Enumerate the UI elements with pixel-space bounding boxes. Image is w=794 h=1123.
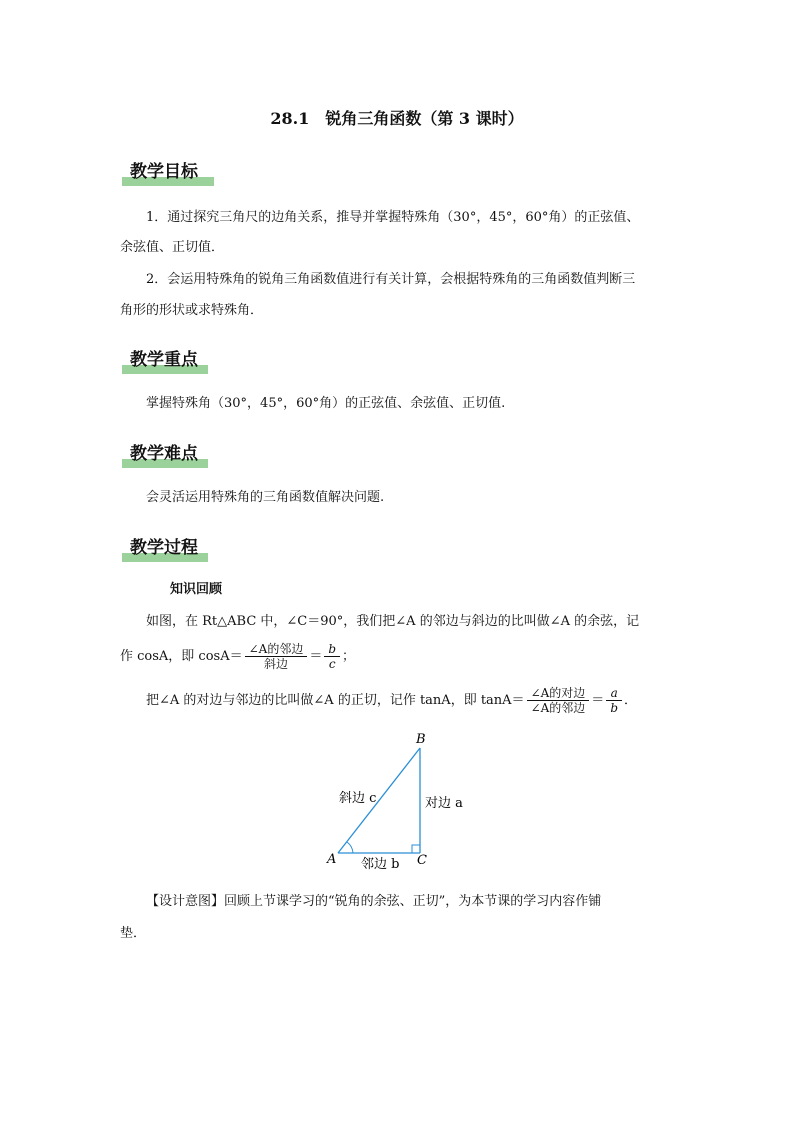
design-intent-line-2: 垫． <box>120 926 147 941</box>
punctuation: ． <box>624 693 638 708</box>
objective-line-1: 1．通过探究三角尺的边角关系，推导并掌握特殊角（30°，45°，60°角）的正弦值、 <box>146 210 640 225</box>
fraction-numerator: ∠A的对边 <box>527 686 590 701</box>
fraction-denominator: c <box>328 657 336 671</box>
heading-text: 教学目标 <box>130 162 198 182</box>
cos-definition-line-1: 如图，在 Rt△ABC 中，∠C＝90°，我们把∠A 的邻边与斜边的比叫做∠A 的余弦，记 <box>146 614 640 629</box>
fraction-numerator: ∠A的邻边 <box>245 642 308 657</box>
cos-prefix: 作 cosA，即 cosA＝ <box>120 649 243 664</box>
hypotenuse-label: 斜边 c <box>339 791 377 806</box>
angle-a-arc <box>347 842 353 853</box>
heading-text: 教学重点 <box>130 350 198 370</box>
process-subheading: 知识回顾 <box>170 582 223 597</box>
equals-sign: ＝ <box>591 693 605 708</box>
opposite-side-label: 对边 a <box>425 796 463 811</box>
heading-text: 教学过程 <box>130 538 198 558</box>
objective-line-4: 角形的形状或求特殊角． <box>120 303 264 318</box>
fraction-denominator: ∠A的邻边 <box>530 701 586 715</box>
fraction-denominator: 斜边 <box>263 657 288 671</box>
vertex-label-c: C <box>417 853 427 868</box>
heading-text: 教学难点 <box>130 444 198 464</box>
vertex-label-b: B <box>416 732 426 747</box>
vertex-label-a: A <box>327 852 337 867</box>
difficulties-text: 会灵活运用特殊角的三角函数值解决问题. <box>146 490 385 505</box>
fraction-denominator: b <box>610 701 618 715</box>
fraction-numerator: a <box>606 686 622 701</box>
page-title: 28.1 锐角三角函数（第 3 课时） <box>270 109 524 128</box>
key-points-text: 掌握特殊角（30°，45°，60°角）的正弦值、余弦值、正切值. <box>146 396 506 411</box>
adjacent-side-label: 邻边 b <box>361 857 400 872</box>
fraction-numerator: b <box>324 642 340 657</box>
right-angle-mark <box>412 845 420 853</box>
design-intent-line-1: 【设计意图】回顾上节课学习的“锐角的余弦、正切”，为本节课的学习内容作铺 <box>146 894 602 909</box>
objective-line-3: 2．会运用特殊角的锐角三角函数值进行有关计算，会根据特殊角的三角函数值判断三 <box>146 272 636 287</box>
punctuation: ； <box>342 649 356 664</box>
tan-prefix: 把∠A 的对边与邻边的比叫做∠A 的正切，记作 tanA，即 tanA＝ <box>146 693 525 708</box>
objective-line-2: 余弦值、正切值． <box>120 240 225 255</box>
equals-sign: ＝ <box>309 649 323 664</box>
